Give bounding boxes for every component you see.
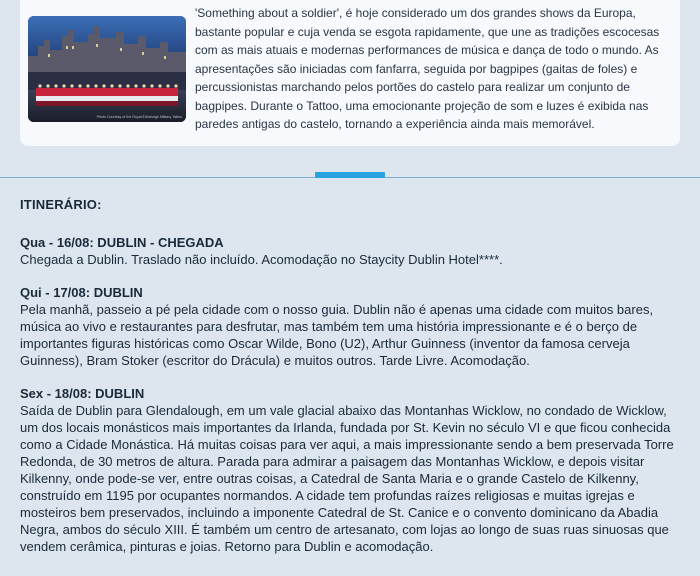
day-title: Sex - 18/08: DUBLIN [20, 386, 145, 401]
svg-text:Photo Courtesy of the Royal Ed: Photo Courtesy of the Royal Edinburgh Military Tattoo [96, 115, 182, 119]
intro-card [20, 0, 680, 146]
day-description: Chegada a Dublin. Traslado não incluído. Acomodação no Staycity Dublin Hotel****. [20, 252, 503, 267]
day-title: Qui - 17/08: DUBLIN [20, 285, 143, 300]
section-divider-accent [315, 172, 385, 178]
day-description: Pela manhã, passeio a pé pela cidade com o nosso guia. Dublin não é apenas uma cidade com muitos bares, música ao vivo e restaurantes para desfrutar, mas também tem uma história impressionante e é o berço de importantes figuras históricas como Oscar Wilde, Bono (U2), Arthur Guinness (inventor da famosa cerveja Guinness), Bram Stoker (escritor do Drácula) e muitos outros. Tarde Livre. Acomodação. [20, 302, 654, 368]
intro-description [195, 4, 670, 134]
day-title: Qua - 16/08: DUBLIN - CHEGADA [20, 235, 224, 250]
day-description: Saída de Dublin para Glendalough, em um vale glacial abaixo das Montanhas Wicklow, no condado de Wicklow, um dos locais monásticos mais importantes da Irlanda, fundada por St. Kevin no século VI e que ficou conhecida como a Cidade Monástica. Há muitas coisas para ver aqui, a mais impressionante sendo a bem preservada Torre Redonda, de 30 metros de altura. Parada para admirar a paisagem das Montanhas Wicklow, e depois visitar Kilkenny, onde pode-se ver, entre outras coisas, a Catedral de Santa Maria e o grande Castelo de Kilkenny, construído em 1195 por ocupantes normandos. A cidade tem profundas raízes religiosas e muitas igrejas e mosteiros bem preservados, incluindo a imponente Catedral de St. Canice e o convento dominicano da Abadia Negra, ambos do século XIII. É também um centro de artesanato, com lojas ao longo de suas ruas sinuosas que vendem cerâmica, pinturas e joias. Retorno para Dublin e acomodação. [20, 403, 674, 554]
itinerary-heading: ITINERÁRIO: [20, 197, 102, 212]
intro-paragraph: 'Something about a soldier', é hoje considerado um dos grandes shows da Europa, bastante popular e cuja venda se esgota rapidamente, que une as tradições escocesas com as mais atuais e modernas performances de música e dança de todo o mundo. As apresentações são iniciadas com fanfarra, seguida por bagpipes (gaitas de foles) e percussionistas marchando pelos portões do castelo para realizar um conjunto de bagpipes. Durante o Tattoo, uma emocionante projeção de som e luzes é exibida nas paredes antigas do castelo, tornando a experiência ainda mais memorável. [195, 6, 660, 131]
itinerary-day [20, 385, 685, 555]
itinerary-day [20, 284, 685, 369]
itinerary-day [20, 234, 685, 268]
tattoo-photo [28, 16, 186, 122]
itinerary-section [20, 197, 685, 571]
